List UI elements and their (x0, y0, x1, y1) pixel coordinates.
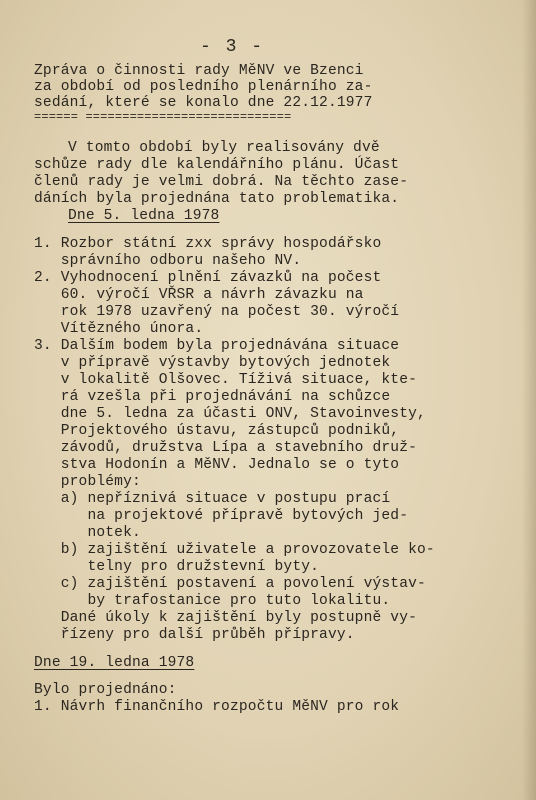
agenda-item-line: 2. Vyhodnocení plnění závazků na počest (34, 270, 382, 286)
intro-line: V tomto období byly realisovány dvě (68, 140, 380, 156)
agenda-item-line: Bylo projednáno: (34, 682, 177, 698)
agenda-item-line: stva Hodonín a MěNV. Jednalo se o tyto (34, 457, 400, 473)
agenda-subitem-line: b) zajištění uživatele a provozovatele ko- (34, 542, 435, 558)
section-heading-19-january: Dne 19. ledna 1978 (34, 655, 195, 671)
agenda-item-line: řízeny pro další průběh přípravy. (34, 627, 355, 643)
intro-line: členů rady je velmi dobrá. Na těchto zase- (34, 174, 409, 190)
agenda-item-line: dne 5. ledna za účasti ONV, Stavoinvesty, (34, 406, 426, 422)
agenda-item-line: 60. výročí VŘSR a návrh závazku na (34, 287, 364, 303)
agenda-item-line: správního odboru našeho NV. (34, 253, 302, 269)
agenda-item-line: 3. Dalším bodem byla projednávána situace (34, 338, 400, 354)
intro-line: dáních byla projednána tato problematika. (34, 191, 400, 207)
page-edge-shadow (522, 0, 536, 800)
agenda-subitem-line: by trafostanice pro tuto lokalitu. (34, 593, 391, 609)
agenda-subitem-line: notek. (34, 525, 141, 541)
title-double-underline: ====== ============================ (34, 110, 292, 124)
agenda-subitem-line: a) nepříznivá situace v postupu prací (34, 491, 391, 507)
agenda-item-line: problémy: (34, 474, 141, 490)
agenda-item-line: v přípravě výstavby bytových jednotek (34, 355, 391, 371)
title-line: za období od posledního plenárního za- (34, 79, 373, 95)
agenda-subitem-line: c) zajištění postavení a povolení výstav- (34, 576, 426, 592)
agenda-subitem-line: na projektové přípravě bytových jed- (34, 508, 409, 524)
agenda-item-line: Projektového ústavu, zástupců podniků, (34, 423, 400, 439)
agenda-item-line: v lokalitě Olšovec. Tíživá situace, kte- (34, 372, 418, 388)
title-line: Zpráva o činnosti rady MěNV ve Bzenci (34, 63, 364, 79)
agenda-item-line: 1. Rozbor státní zxx správy hospodářsko (34, 236, 382, 252)
agenda-item-line: rá vzešla při projednávání na schůzce (34, 389, 391, 405)
agenda-item-line: Dané úkoly k zajištění byly postupně vy- (34, 610, 418, 626)
agenda-item-line: rok 1978 uzavřený na počest 30. výročí (34, 304, 400, 320)
agenda-subitem-line: telny pro družstevní byty. (34, 559, 320, 575)
intro-line: schůze rady dle kalendářního plánu. Účast (34, 157, 400, 173)
section-heading-5-january: Dne 5. ledna 1978 (68, 208, 220, 224)
title-line: sedání, které se konalo dne 22.12.1977 (34, 95, 373, 111)
agenda-item-line: závodů, družstva Lípa a stavebního druž- (34, 440, 418, 456)
page-number: - 3 - (200, 37, 265, 57)
agenda-item-line: Vítězného února. (34, 321, 204, 337)
agenda-item-line: 1. Návrh finančního rozpočtu MěNV pro rok (34, 699, 400, 715)
